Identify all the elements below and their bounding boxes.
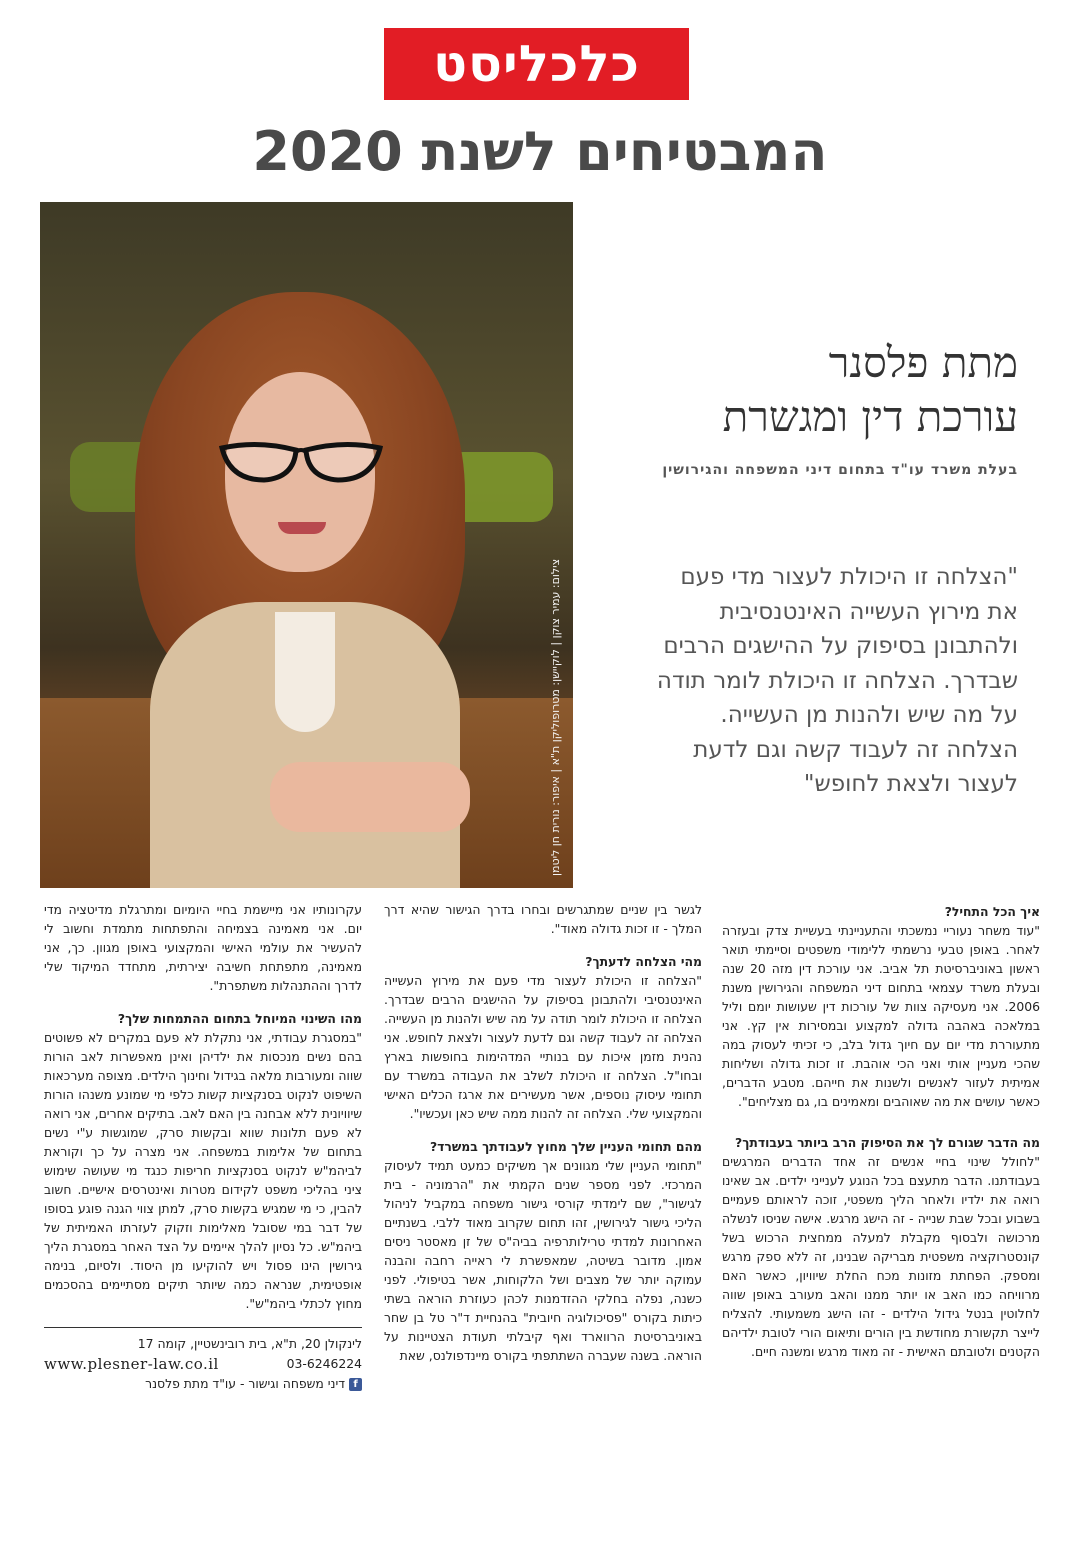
page-headline: המבטיחים לשנת 2020 [252, 120, 828, 183]
contact-website[interactable]: www.plesner-law.co.il [44, 1355, 219, 1373]
article-column-2 [384, 900, 702, 1365]
answer-paragraph: "לחולל שינוי בחיי אנשים זה אחד הדברים המרגשים בעבודתנו. הדבר מתעצם בכל הנוגע לענייני ילדים. אב שאינו רואה את ילדיו ולאחר הליך משפטי, זוכה לראותם פעמיים בשבוע ובכל שבת שנייה - זה הישג מרגש. אישה שניסו לנשלה מרכושה ולבסוף מקבלת למעלה ממחצית הרכוש בשל קונסטרוקציה משפטית מבריקה שבנינו, זה ללא ספק מרגש ומספק. הפחתת מזונות מכח החלת שיוויון, כאשר האם מרוויחה כמו האב או יותר ממנו והאב מעורב באופן שווה לחלוטין בנטל גידול הילדים - זהו הישג משמעותי. להצליח לייצר תקשורת מחודשת בין הורים ותיאום הורי לטובת ילדיהם הקטנים ולטובתם האישית - זה מאוד מרגש ומשנה חיים. [722, 1154, 1040, 1359]
answer-paragraph: לגשר בין שניים שמתגרשים ובחרו בדרך הגישור שהיא דרך המלך - זו זכות גדולה מאוד". [384, 902, 702, 936]
contact-facebook-row[interactable] [44, 1374, 362, 1394]
quote-line: הצלחה זה לעבוד קשה וגם לדעת [693, 736, 1018, 763]
contact-block [44, 1327, 362, 1394]
pull-quote [548, 560, 1018, 802]
question-heading: מהי הצלחה לדעתך? [585, 954, 702, 969]
photo-hands [270, 762, 470, 832]
profile-subtitle: בעלת משרד עו"ד בתחום דיני המשפחה והגירושין [662, 462, 1018, 478]
portrait-photo [40, 202, 573, 888]
photo-credit: צילום: עמיר צוקן | לוקיישן: מטרופוליקן ת"א | איפור: נורית חן ליטמן [549, 558, 562, 876]
photo-lips [278, 522, 326, 534]
question-heading: מהם תחומי העניין שלך מחוץ לעבודתך במשרד? [429, 1139, 702, 1154]
quote-line: לעצור ולצאת לחופש" [803, 771, 1018, 797]
question-heading: איך הכל התחיל? [944, 904, 1040, 919]
quote-line: ולהתבונן בסיפוק על ההישגים הרבים [663, 633, 1018, 659]
calcalist-logo: כלכליסט [384, 28, 689, 100]
answer-paragraph: "הצלחה זו היכולת לעצור מדי פעם את מירוץ העשייה האינטנסיבי ולהתבונן בסיפוק על ההישגים הרבים שבדרך. הצלחה זו היכולת לומר תודה על מה שיש ולהנות מן העשייה. הצלחה זה לעבוד קשה וגם לדעת לעצור ולצאת לחופש. אני נהנית מזמן איכות עם בנותיי המדהימות בחופשות בארץ ובחו"ל. הצלחה זו היכולת לשלב את העבודה במשרד עם תחומי עיסוק נוספים, אשר מעשירים את ארגז הכלים האישי והמקצועי שלי. הצלחה זה להנות ממה שיש כאן ועכשיו". [384, 973, 702, 1121]
contact-address: לינקולן 20, ת"א, בית רובינשטיין, קומה 17 [137, 1336, 362, 1351]
photo-glasses [218, 440, 384, 484]
answer-paragraph: "במסגרת עבודתי, אני נתקלת לא פעם במקרים לא פשוטים בהם נשים מנכסות את ילדיהן ואינן מאפשרות לאב הורות שווה ומעורבות מלאה בגידול וחינוך הילדים. מצופה מערכאות השיפוט לנקוט בסנקציות קשות כלפי מי שמונע משנהו הורות שיוויונית ללא אבחנה בין האם לאב. בתיקים אחרים, אני רואה לא פעם תלונות שווא ובקשות סרק, שמוגשות ע"י נשים בתחום של אלימות במשפחה. אני מצרה על כך וקוראת לביהמ"ש לנקוט בסנקציות חריפות כנגד מי שעושה שימוש ציני בהליכי משפט לקידום מטרות ואינטרסים אישיים. חשוב להבין, כי מי שמגיש בקשות סרק, למתן צווי הגנה פוגע בסופו של דבר במי שסובל מאלימות וזקוק לעזרתו האמיתית של ביהמ"ש. כל נסיון להלך איימים על הצד האחר במסגרת הליך גירושין הינו פסול ויש להוקיעו מן היסוד. ולסיום, בנימה אופטימית, שנראה כמה שיותר תיקים מסתיימים בהסכמים מחוץ לכתלי ביהמ"ש". [44, 1030, 362, 1311]
quote-line: את מירוץ העשייה האינטנסיבית [719, 598, 1018, 625]
contact-phone[interactable]: 03-6246224 [286, 1356, 362, 1371]
quote-line: על מה שיש ולהנות מן העשייה. [720, 702, 1018, 728]
answer-paragraph: "תחומי העניין שלי מגוונים אך משיקים כמעט תמיד לעיסוק המרכזי. לפני מספר שנים הקמתי את "הרמוניה - בית לגישור", שם לימדתי קורסי גישור משפחה במקביל לניהול הליכי גישור לגירושין, זהו תחום שקרוב מאוד ללבי. בשנתיים האחרונות למדתי טרילותרפיה בביה"ס של זן מאסטר ניסים אמון. מדובר בשיטה, שמאפשרת לי ראייה רחבה והבנה עמוקה יותר של מצבים ושל הלקוחות, אשר בטיפולי. לפני כשנה, נפלה בחלקי ההזדמנות לכהן כעוזרת הוראה בשתי כיתות בקורס "פסיכולוגיה חיובית" בהנחיית ד"ר טל בן שחר באוניברסיטת הרווארד ואף קיבלתי תעודת הצטיינות על הוראה. בשנה שעברה השתתפתי בקורס מיינדפולנס, שאת [384, 1158, 702, 1363]
contact-facebook[interactable]: דיני משפחה וגישור - עו"ד מתת פלסנר [145, 1376, 346, 1391]
profile-title: עורכת דין ומגשרת [722, 392, 1018, 441]
article-column-3 [44, 900, 362, 1394]
profile-header [548, 336, 1018, 478]
answer-paragraph: "עוד משחר נעוריי נמשכתי והתעניינתי בעשיית צדק ובעזרה לאחר. באופן טבעי נרשמתי ללימודי משפטים וסיימתי תואר ראשון באוניברסיטת תל אביב. אני עורכת דין מזה 20 שנה ובעלת משרד עצמאי בתחום דיני המשפחה והגירושין משנת 2006. אני מעסיקה צוות של עורכות דין שעושות יומם וליל במלאכה באהבה גדולה למקצוע ובמסירות אין קץ. אני מתעוררת מדי יום עם חיוך גדול בלב, כי זכיתי לעסוק במה שהכי מעניין אותי ואני הכי אוהבת. זו זכות גדולה ושליחות אמיתית לעזור לאנשים ולשנות את חייהם. מטבע הדברים, כאשר עושים את מה שאוהבים ומאמינים בו, גם מצליחים". [722, 923, 1040, 1109]
answer-paragraph: עקרונותיו אני מיישמת בחיי היומיום ומתרגלת מדיטציה מדי יום. אני מאמינה בצמיחה והתפתחות מתמדת וחשוב לי להעשיר את עולמי האישי והמקצועי באופן מגוון. כך, אני מאמינה, מתפתחת חשיבה יצירתית, מתחדד המיקוד שלי לדרך וההתנהלות משתפרת". [44, 902, 362, 993]
question-heading: מה הדבר שגורם לך את הסיפוק הרב ביותר בעבודתך? [735, 1135, 1040, 1150]
article-column-1 [722, 900, 1040, 1361]
question-heading: מהו השינוי המיוחל בתחום ההתמחות שלך? [117, 1011, 362, 1026]
photo-shirt [275, 612, 335, 732]
quote-line: "הצלחה זו היכולת לעצור מדי פעם [680, 564, 1018, 590]
facebook-icon: f [349, 1378, 362, 1391]
profile-name: מתת פלסנר [828, 338, 1018, 387]
contact-row [44, 1354, 362, 1374]
quote-line: שבדרך. הצלחה זו היכולת לומר תודה [656, 667, 1018, 694]
